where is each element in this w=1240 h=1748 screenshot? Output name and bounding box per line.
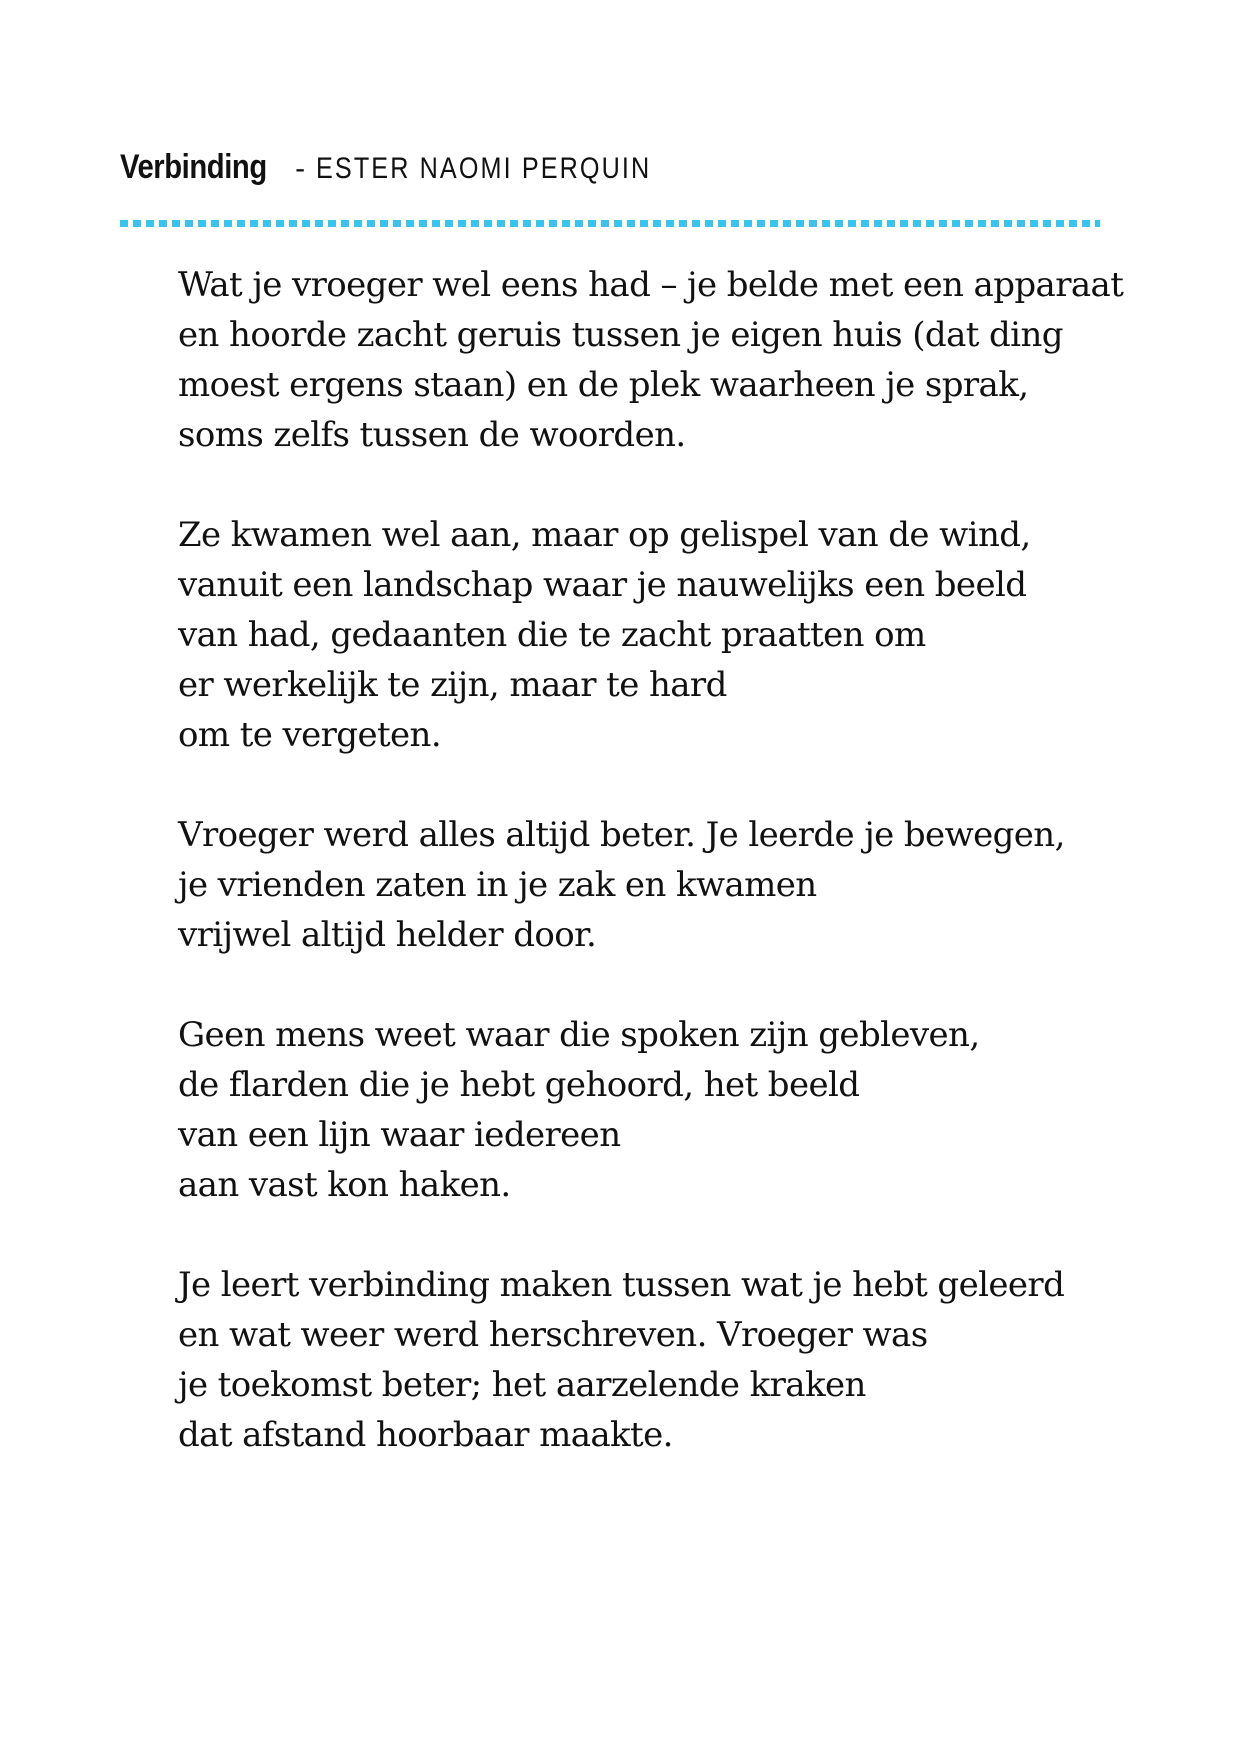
- poem-header: [120, 150, 715, 184]
- stanza: [178, 510, 1118, 760]
- poem-line: van een lijn waar iedereen: [178, 1115, 621, 1155]
- poem-body: [178, 260, 1124, 1510]
- poem-line: de flarden die je hebt gehoord, het beeld: [178, 1065, 860, 1105]
- title-separator: -: [295, 152, 306, 185]
- poem-line: en hoorde zacht geruis tussen je eigen huis (dat ding: [178, 315, 1063, 355]
- poem-line: vrijwel altijd helder door.: [178, 915, 597, 955]
- poem-line: aan vast kon haken.: [178, 1165, 511, 1205]
- poem-line: dat afstand hoorbaar maakte.: [178, 1415, 673, 1455]
- poem-line: moest ergens staan) en de plek waarheen je sprak,: [178, 365, 1029, 405]
- poem-line: Wat je vroeger wel eens had – je belde met een apparaat: [178, 265, 1124, 305]
- poem-line: Geen mens weet waar die spoken zijn gebleven,: [178, 1015, 980, 1055]
- poem-line: en wat weer werd herschreven. Vroeger was: [178, 1315, 928, 1355]
- poem-line: soms zelfs tussen de woorden.: [178, 415, 686, 455]
- stanza: [178, 810, 1118, 960]
- poem-line: Vroeger werd alles altijd beter. Je leerde je bewegen,: [178, 815, 1065, 855]
- poem-line: je vrienden zaten in je zak en kwamen: [178, 865, 817, 905]
- stanza: [178, 260, 1124, 460]
- poem-line: van had, gedaanten die te zacht praatten om: [178, 615, 926, 655]
- stanza: [178, 1010, 1118, 1210]
- poem-line: Ze kwamen wel aan, maar op gelispel van de wind,: [178, 515, 1031, 555]
- poem-line: om te vergeten.: [178, 715, 442, 755]
- poem-author: ESTER NAOMI PERQUIN: [315, 152, 651, 185]
- poem-line: je toekomst beter; het aarzelende kraken: [178, 1365, 866, 1405]
- poem-line: vanuit een landschap waar je nauwelijks een beeld: [178, 565, 1027, 605]
- poem-title: Verbinding: [120, 148, 267, 186]
- poem-line: Je leert verbinding maken tussen wat je hebt geleerd: [178, 1265, 1065, 1305]
- poem-line: er werkelijk te zijn, maar te hard: [178, 665, 727, 705]
- dotted-divider: [120, 220, 1100, 227]
- stanza: [178, 1260, 1118, 1460]
